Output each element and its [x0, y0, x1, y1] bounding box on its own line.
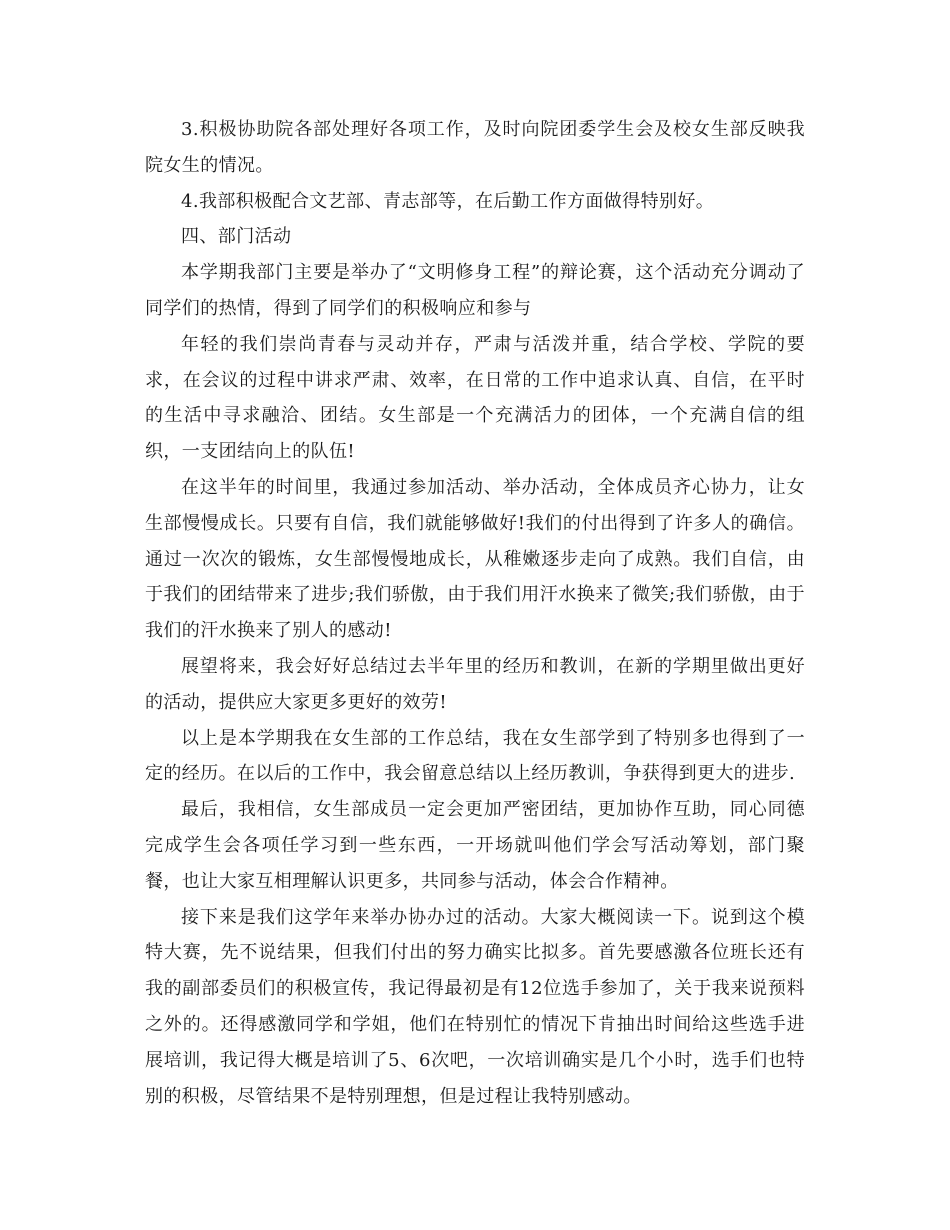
paragraph-debate: 本学期我部门主要是举办了“文明修身工程”的辩论赛，这个活动充分调动了同学们的热情，得到了同学们的积极响应和参与: [145, 262, 805, 319]
paragraph-outlook: 展望将来，我会好好总结过去半年里的经历和教训，在新的学期里做出更好的活动，提供应大家更多更好的效劳!: [145, 655, 805, 713]
section-heading-activities: 四、部门活动: [181, 226, 292, 248]
paragraph-youth: 年轻的我们崇尚青春与灵动并存，严肃与活泼并重，结合学校、学院的要求，在会议的过程中讲求严肃、效率，在日常的工作中追求认真、自信，在平时的生活中寻求融洽、团结。女生部是一个充满活力的团体，一个充满自信的组织，一支团结向上的队伍!: [145, 333, 805, 463]
paragraph-item-3: 3.积极协助院各部处理好各项工作，及时向院团委学生会及校女生部反映我院女生的情况。: [145, 119, 805, 176]
document-body: [145, 112, 805, 1114]
paragraph-activities-review: 接下来是我们这学年来举办协办过的活动。大家大概阅读一下。说到这个模特大赛，先不说结果，但我们付出的努力确实比拟多。首先要感激各位班长还有我的副部委员们的积极宣传，我记得最初是有12位选手参加了，关于我来说预料之外的。还得感激同学和学姐，他们在特别忙的情况下肯抽出时间给这些选手进展培训，我记得大概是培训了5、6次吧，一次培训确实是几个小时，选手们也特别的积极，尽管结果不是特别理想，但是过程让我特别感动。: [145, 906, 805, 1107]
paragraph-half-year: 在这半年的时间里，我通过参加活动、举办活动，全体成员齐心协力，让女生部慢慢成长。只要有自信，我们就能够做好!我们的付出得到了许多人的确信。通过一次次的锻炼，女生部慢慢地成长，从稚嫩逐步走向了成熟。我们自信，由于我们的团结带来了进步;我们骄傲，由于我们用汗水换来了微笑;我们骄傲，由于我们的汗水换来了别人的感动!: [145, 476, 805, 642]
paragraph-finally: 最后，我相信，女生部成员一定会更加严密团结，更加协作互助，同心同德完成学生会各项任学习到一些东西，一开场就叫他们学会写活动筹划，部门聚餐，也让大家互相理解认识更多，共同参与活动，体会合作精神。: [145, 799, 805, 892]
paragraph-item-4: 4.我部积极配合文艺部、青志部等，在后勤工作方面做得特别好。: [181, 190, 715, 212]
paragraph-summary: 以上是本学期我在女生部的工作总结，我在女生部学到了特别多也得到了一定的经历。在以后的工作中，我会留意总结以上经历教训，争获得到更大的进步.: [145, 727, 805, 785]
